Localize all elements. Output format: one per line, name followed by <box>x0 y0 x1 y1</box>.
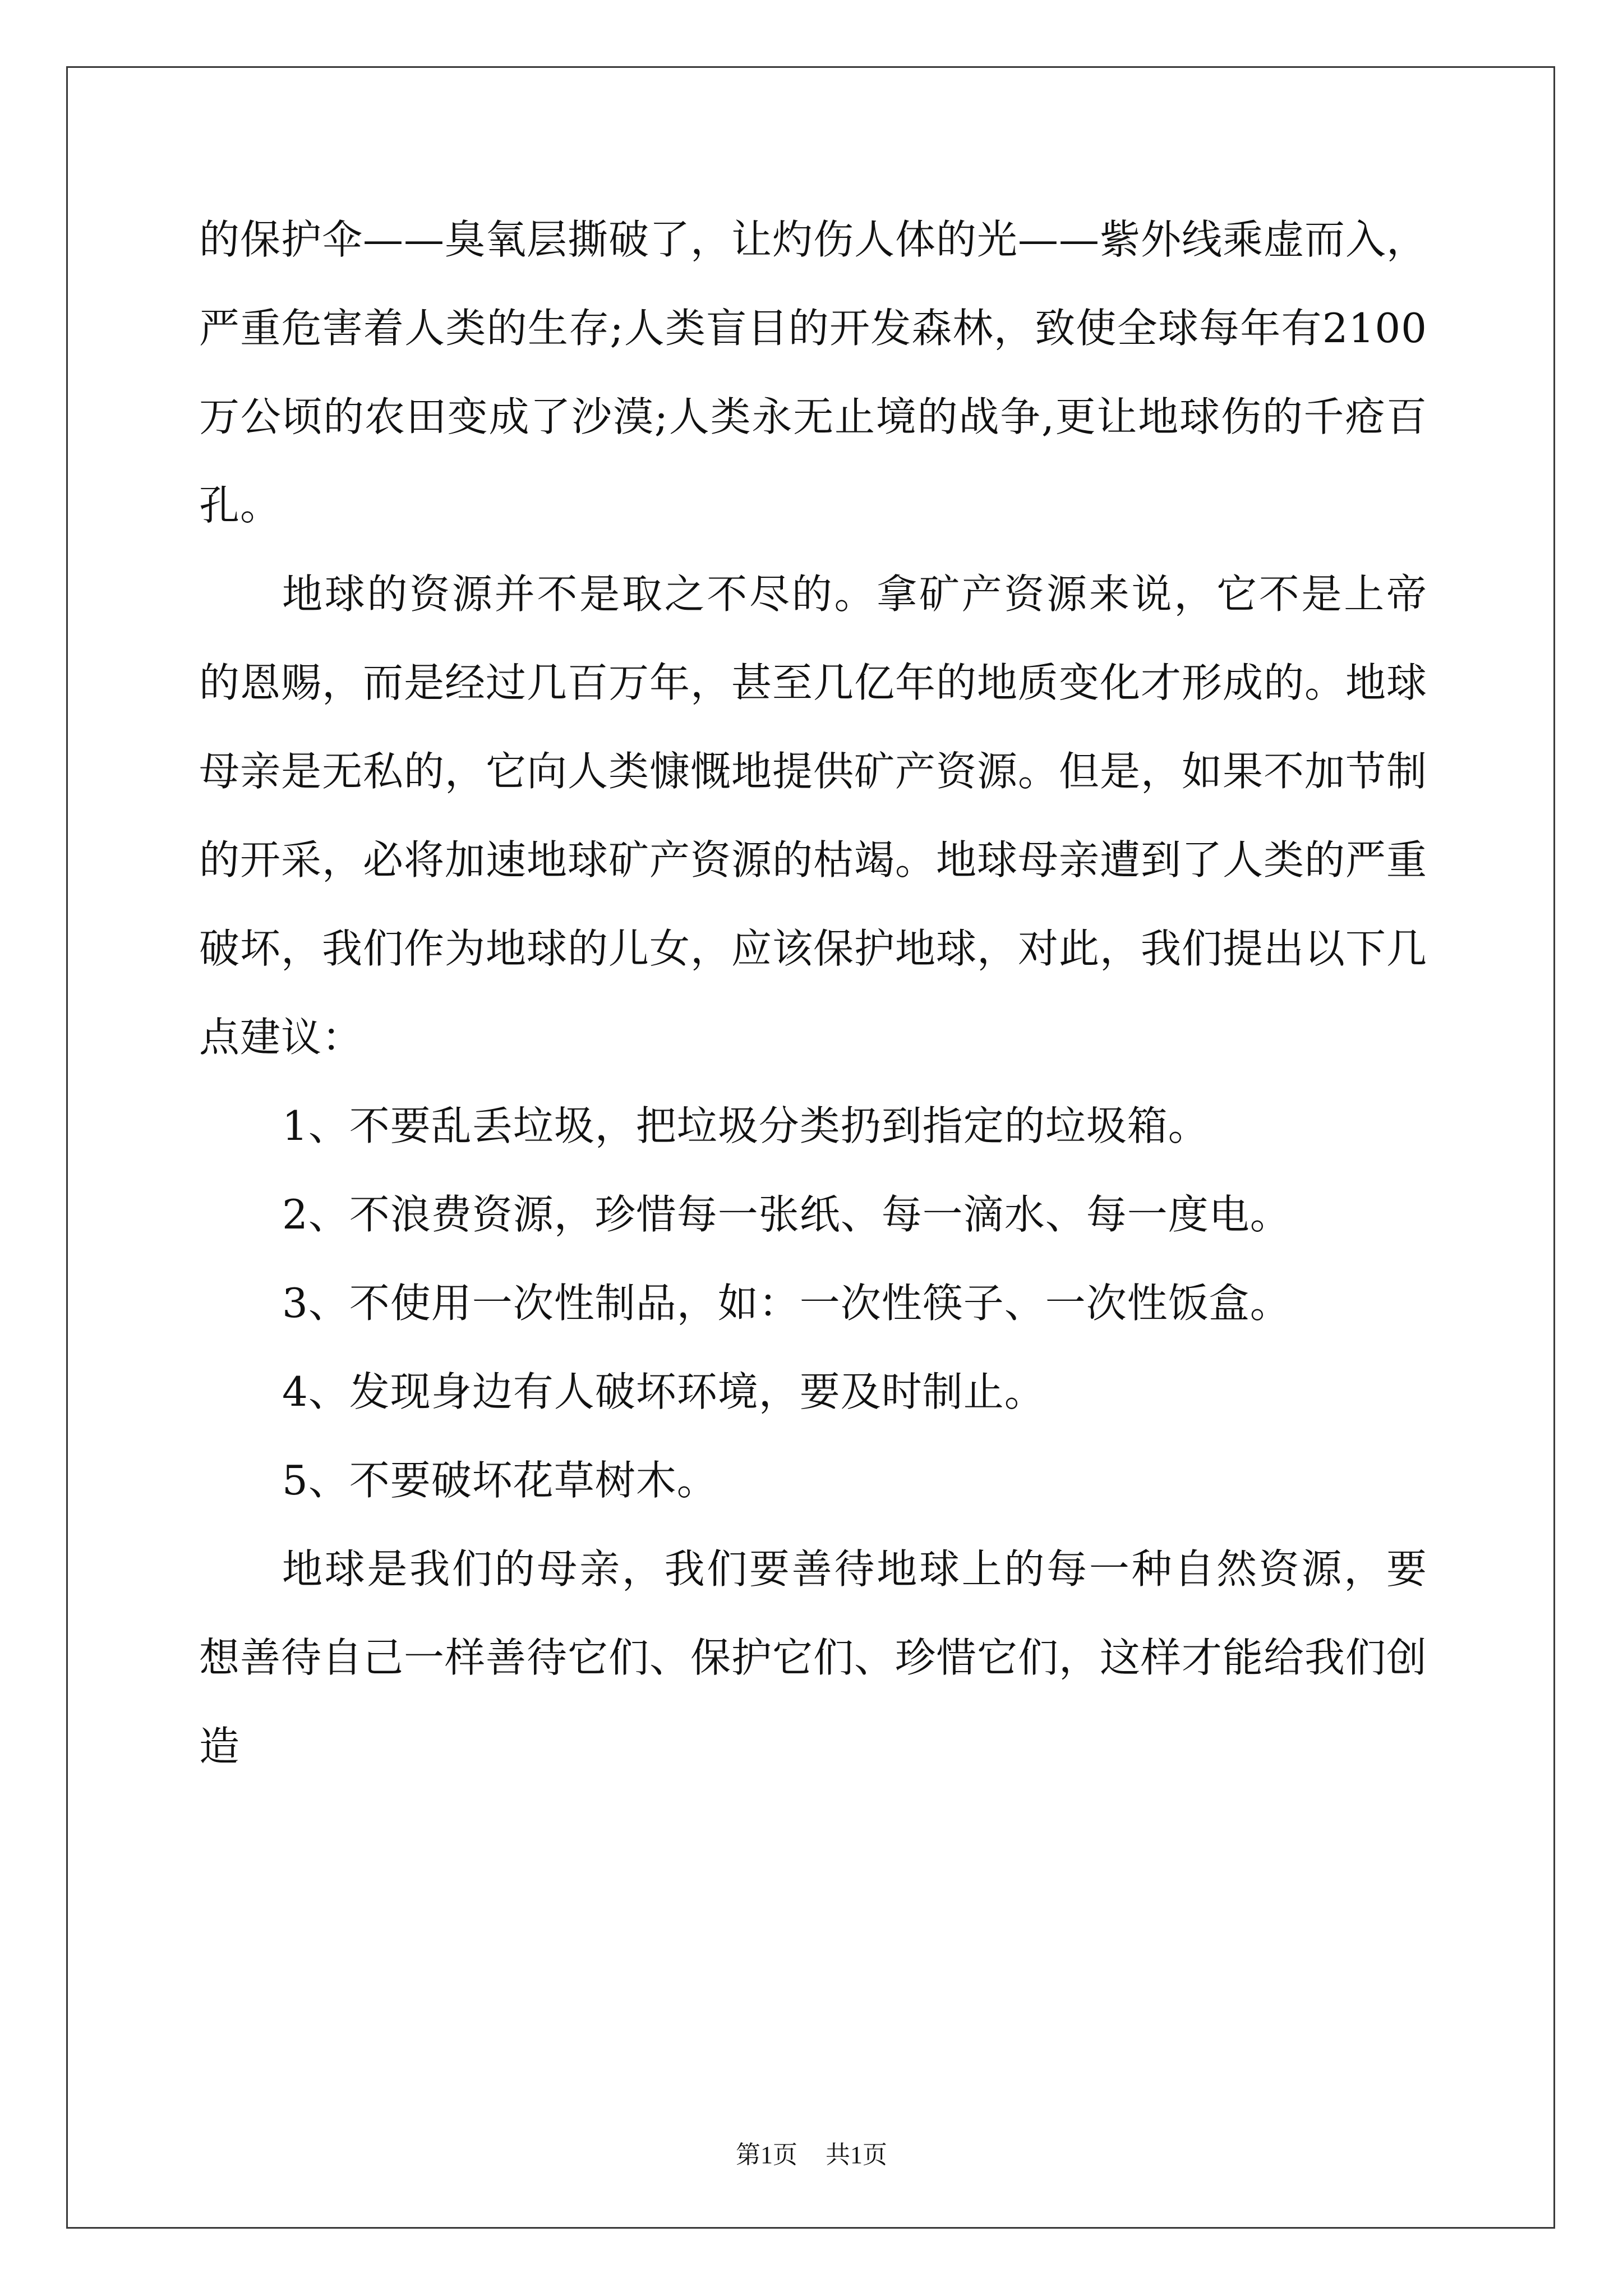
paragraph-conclusion: 地球是我们的母亲，我们要善待地球上的每一种自然资源，要想善待自己一样善待它们、保护它们、珍惜它们，这样才能给我们创造 <box>199 1545 1428 1770</box>
suggestion-item-3: 3、不使用一次性制品，如：一次性筷子、一次性饭盒。 <box>282 1280 1291 1327</box>
page-total: 共1页 <box>826 2141 887 2169</box>
suggestion-item-4: 4、发现身边有人破坏环境，要及时制止。 <box>282 1368 1045 1415</box>
suggestion-item-5: 5、不要破坏花草树木。 <box>282 1457 718 1504</box>
page-number: 第1页 <box>736 2141 797 2169</box>
paragraph-ozone-forest-war: 的保护伞——臭氧层撕破了，让灼伤人体的光——紫外线乘虚而入，严重危害着人类的生存;人类盲目的开发森林，致使全球每年有2100万公顷的农田变成了沙漠;人类永无止境的战争,更让地球伤的千疮百孔。 <box>199 216 1428 529</box>
suggestion-item-1: 1、不要乱丢垃圾，把垃圾分类扔到指定的垃圾箱。 <box>282 1102 1209 1149</box>
paragraph-mineral-resources: 地球的资源并不是取之不尽的。拿矿产资源来说，它不是上帝的恩赐，而是经过几百万年，甚至几亿年的地质变化才形成的。地球母亲是无私的，它向人类慷慨地提供矿产资源。但是，如果不加节制的开采，必将加速地球矿产资源的枯竭。地球母亲遭到了人类的严重破坏，我们作为地球的儿女，应该保护地球，对此，我们提出以下几点建议： <box>199 570 1428 1061</box>
suggestion-item-2: 2、不浪费资源，珍惜每一张纸、每一滴水、每一度电。 <box>282 1191 1291 1238</box>
document-body <box>199 195 1427 1791</box>
page-footer <box>0 2134 1623 2170</box>
